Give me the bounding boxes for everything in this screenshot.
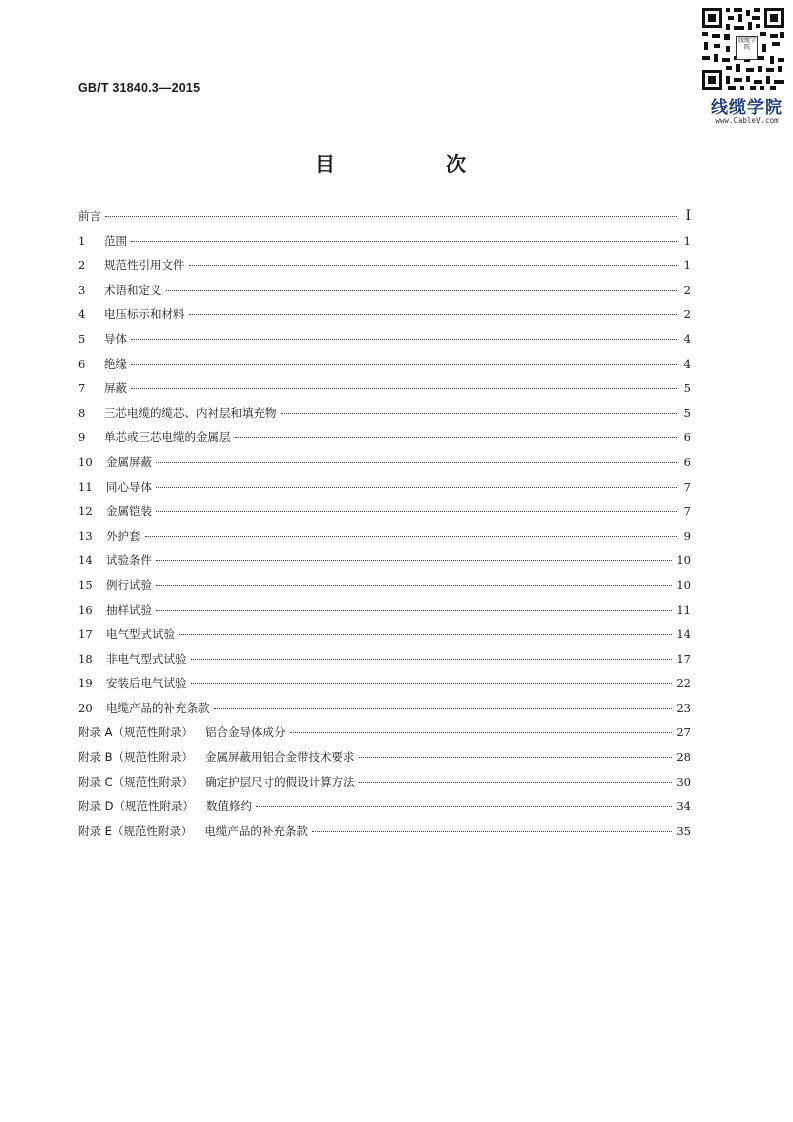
toc-leader [179, 634, 672, 635]
toc-leader [191, 683, 673, 684]
toc-leader [290, 732, 673, 733]
toc-annex-label: 铝合金导体成分 [205, 725, 286, 740]
toc-entry-label: 三芯电缆的缆芯、内衬层和填充物 [104, 405, 277, 420]
toc-entry-number: 9 [78, 430, 86, 445]
toc-leader [156, 511, 677, 512]
toc-annex-prefix: 附录 A（规范性附录） [78, 725, 194, 740]
toc-entry-13[interactable] [78, 528, 691, 553]
toc-leader [131, 364, 677, 365]
toc-entry-page: 11 [676, 602, 691, 617]
qr-badge: 线缆学院 [736, 36, 758, 60]
toc-entry-15[interactable] [78, 577, 691, 602]
toc-entry-page: 5 [683, 405, 691, 420]
toc-leader [214, 708, 673, 709]
toc-leader [145, 536, 678, 537]
toc-entry-label: 绝缘 [104, 356, 127, 371]
toc-entry-3[interactable] [78, 282, 691, 307]
toc-entry-page: 1 [683, 233, 691, 248]
toc-entry-4[interactable] [78, 306, 691, 331]
toc-entry-label: 范围 [104, 233, 127, 248]
toc-entry-number: 20 [78, 700, 93, 715]
toc-entry-number: 12 [78, 504, 93, 519]
toc-leader [131, 241, 677, 242]
toc-annex-prefix: 附录 D（规范性附录） [78, 799, 195, 814]
toc-entry-9[interactable] [78, 429, 691, 454]
toc-entry-page: 17 [676, 651, 691, 666]
toc-title: 目 次 [315, 152, 518, 176]
toc-leader [359, 782, 673, 783]
toc-entry-8[interactable] [78, 405, 691, 430]
toc-entry-number: 3 [78, 282, 86, 297]
toc-entry-label: 规范性引用文件 [104, 258, 185, 273]
toc-entry-page: 23 [676, 700, 691, 715]
toc-entry-page: 4 [683, 331, 691, 346]
toc-entry-label: 抽样试验 [106, 602, 152, 617]
toc-entry-7[interactable] [78, 380, 691, 405]
toc-annex-prefix: 附录 B（规范性附录） [78, 750, 194, 765]
toc-entry-page: 6 [683, 430, 691, 445]
toc-entry-preface[interactable] [78, 208, 691, 233]
toc-annex-label: 电缆产品的补充条款 [204, 823, 308, 838]
toc-leader [131, 339, 677, 340]
toc-leader [191, 659, 673, 660]
toc-entry-number: 6 [78, 356, 86, 371]
toc-entry-label: 电缆产品的补充条款 [106, 700, 210, 715]
toc-entry-page: Ⅰ [685, 208, 691, 224]
toc-leader [156, 560, 672, 561]
toc-entry-6[interactable] [78, 356, 691, 381]
toc-entry-page: 10 [676, 577, 691, 592]
toc-leader [256, 806, 672, 807]
toc-leader [189, 265, 678, 266]
toc-entry-page: 2 [683, 282, 691, 297]
toc-annex-page: 28 [676, 750, 691, 765]
toc-annex-page: 27 [676, 725, 691, 740]
toc-entry-number: 16 [78, 602, 93, 617]
toc-entry-label: 安装后电气试验 [106, 676, 187, 691]
toc-entry-10[interactable] [78, 454, 691, 479]
toc-entry-label: 电气型式试验 [106, 627, 175, 642]
toc-entry-label: 术语和定义 [104, 282, 162, 297]
toc-entry-page: 6 [683, 454, 691, 469]
toc-entry-number: 18 [78, 651, 93, 666]
toc-entry-11[interactable] [78, 479, 691, 504]
toc-entry-16[interactable] [78, 602, 691, 627]
toc-entry-page: 5 [683, 381, 691, 396]
toc-annex-d[interactable] [78, 798, 691, 823]
toc-entry-number: 7 [78, 381, 86, 396]
toc-entry-page: 1 [683, 258, 691, 273]
toc-annex-page: 34 [676, 799, 691, 814]
toc-leader [189, 314, 678, 315]
toc-leader [156, 610, 672, 611]
toc-entry-label: 试验条件 [106, 553, 152, 568]
toc-entry-number: 14 [78, 553, 93, 568]
toc-entry-17[interactable] [78, 626, 691, 651]
toc-leader [131, 388, 677, 389]
standard-code: GB/T 31840.3—2015 [78, 81, 201, 95]
toc-annex-a[interactable] [78, 724, 691, 749]
toc-entry-label: 金属屏蔽 [106, 454, 152, 469]
toc-leader [312, 831, 672, 832]
toc-entry-label: 单芯或三芯电缆的金属层 [104, 430, 231, 445]
toc-entry-1[interactable] [78, 233, 691, 258]
toc-entry-page: 14 [676, 627, 691, 642]
toc-entry-page: 4 [683, 356, 691, 371]
toc-leader [281, 413, 678, 414]
toc-entry-label: 例行试验 [106, 577, 152, 592]
toc-entry-page: 10 [676, 553, 691, 568]
toc-entry-18[interactable] [78, 651, 691, 676]
toc-entry-number: 11 [78, 479, 93, 494]
toc-entry-label: 同心导体 [106, 479, 152, 494]
toc-entry-number: 19 [78, 676, 93, 691]
toc-leader [105, 216, 677, 217]
toc-entry-20[interactable] [78, 700, 691, 725]
brand-url: www.CableV.com [715, 116, 779, 125]
toc-entry-label: 金属铠装 [106, 504, 152, 519]
toc-entry-12[interactable] [78, 503, 691, 528]
toc-entry-label: 屏蔽 [104, 381, 127, 396]
toc-annex-b[interactable] [78, 749, 691, 774]
toc-annex-page: 30 [676, 774, 691, 789]
toc-entry-number: 2 [78, 258, 86, 273]
toc-entry-14[interactable] [78, 552, 691, 577]
toc-entry-label: 非电气型式试验 [106, 651, 187, 666]
toc-leader [156, 585, 672, 586]
toc-entry-number: 8 [78, 405, 86, 420]
toc-entry-label: 前言 [78, 209, 101, 223]
toc-annex-prefix: 附录 C（规范性附录） [78, 774, 194, 789]
toc-leader [235, 437, 678, 438]
toc-annex-label: 金属屏蔽用铝合金带技术要求 [205, 750, 355, 765]
toc-entry-page: 7 [683, 479, 691, 494]
toc-annex-prefix: 附录 E（规范性附录） [78, 823, 193, 838]
toc-annex-c[interactable] [78, 774, 691, 799]
toc-annex-e[interactable] [78, 823, 691, 848]
toc-entry-number: 4 [78, 307, 86, 322]
toc-entry-number: 15 [78, 577, 93, 592]
toc-entry-19[interactable] [78, 675, 691, 700]
toc-leader [156, 487, 677, 488]
toc-entry-label: 导体 [104, 331, 127, 346]
toc-annex-page: 35 [676, 823, 691, 838]
toc-entry-page: 9 [683, 528, 691, 543]
toc-leader [166, 290, 678, 291]
toc-entry-page: 2 [683, 307, 691, 322]
toc-leader [156, 462, 677, 463]
brand-name: 线缆学院 [711, 98, 783, 118]
toc-entry-label: 电压标示和材料 [104, 307, 185, 322]
toc-entry-page: 7 [683, 504, 691, 519]
toc-annex-label: 确定护层尺寸的假设计算方法 [205, 774, 355, 789]
toc-entry-5[interactable] [78, 331, 691, 356]
toc-entry-number: 1 [78, 233, 86, 248]
toc-entry-page: 22 [676, 676, 691, 691]
toc-entry-number: 10 [78, 454, 93, 469]
toc-entry-number: 13 [78, 528, 93, 543]
toc-leader [359, 757, 673, 758]
toc-entry-2[interactable] [78, 257, 691, 282]
toc-entry-label: 外护套 [106, 528, 141, 543]
toc-entry-number: 17 [78, 627, 93, 642]
table-of-contents [78, 208, 691, 847]
toc-annex-label: 数值修约 [206, 799, 253, 814]
toc-entry-number: 5 [78, 331, 86, 346]
